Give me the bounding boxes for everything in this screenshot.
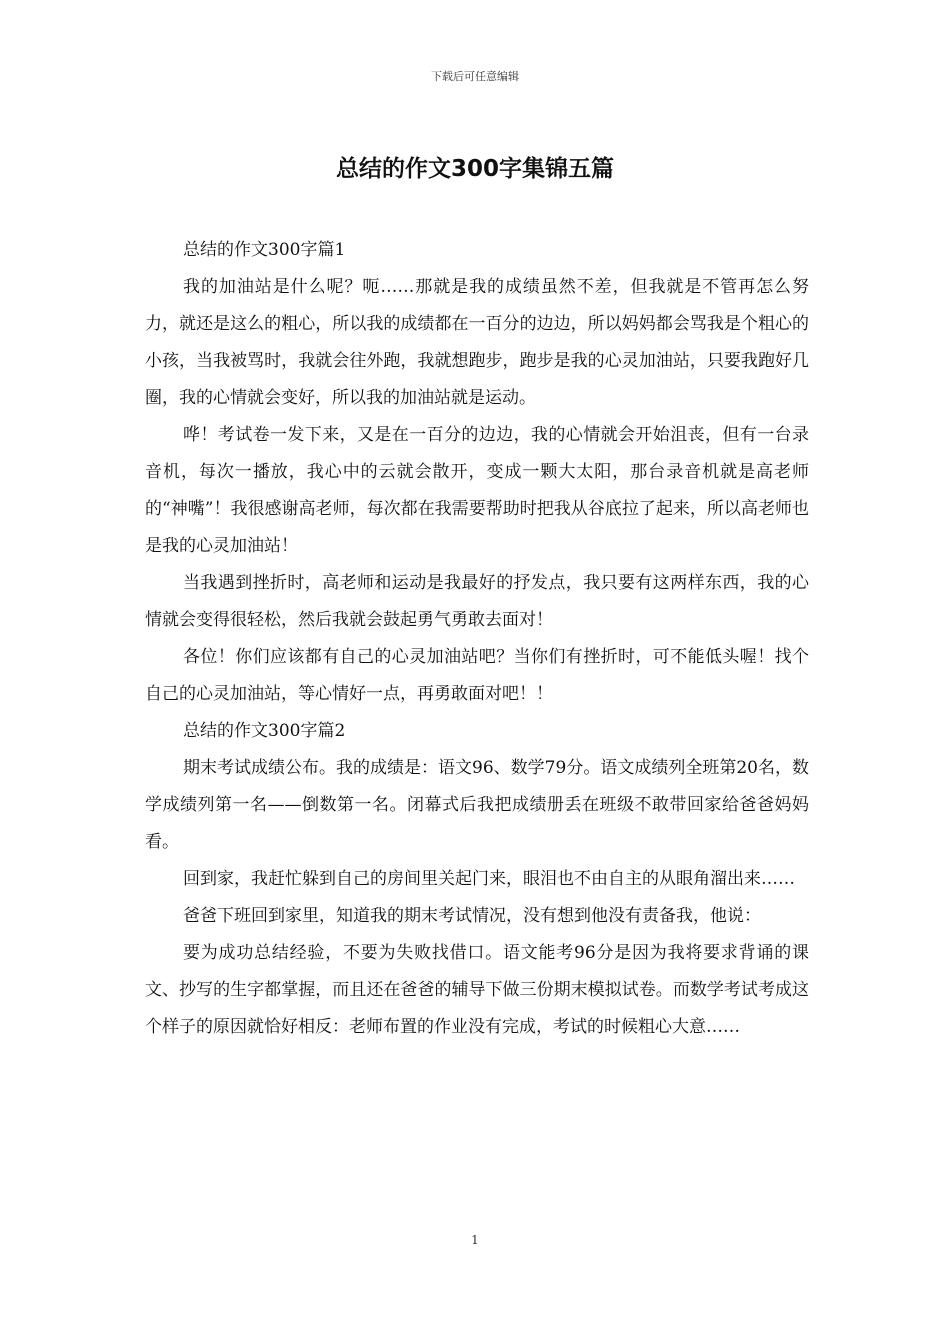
section-heading-1: 总结的作文300字篇1 <box>183 240 346 260</box>
paragraph: 期末考试成绩公布。我的成绩是：语文96、数学79分。语文成绩列全班第20名，数学成绩列第一名——倒数第一名。闭幕式后我把成绩册丢在班级不敢带回家给爸爸妈妈看。 <box>145 758 809 852</box>
document-title: 总结的作文300字集锦五篇 <box>335 156 614 182</box>
document-body <box>145 232 809 1046</box>
page-number: 1 <box>471 1233 479 1247</box>
header-note: 下载后可任意编辑 <box>431 70 519 83</box>
paragraph: 爸爸下班回到家里，知道我的期末考试情况，没有想到他没有责备我，他说： <box>183 906 761 926</box>
section-heading-2: 总结的作文300字篇2 <box>183 721 346 741</box>
paragraph: 回到家，我赶忙躲到自己的房间里关起门来，眼泪也不由自主的从眼角溜出来…… <box>183 869 795 889</box>
paragraph: 我的加油站是什么呢？呃……那就是我的成绩虽然不差，但我就是不管再怎么努力，就还是这么的粗心，所以我的成绩都在一百分的边边，所以妈妈都会骂我是个粗心的小孩，当我被骂时，我就会往外跑，我就想跑步，跑步是我的心灵加油站，只要我跑好几圈，我的心情就会变好，所以我的加油站就是运动。 <box>145 277 809 408</box>
paragraph: 哗！考试卷一发下来，又是在一百分的边边，我的心情就会开始沮丧，但有一台录音机，每次一播放，我心中的云就会散开，变成一颗大太阳，那台录音机就是高老师的“神嘴”！我很感谢高老师，每次都在我需要帮助时把我从谷底拉了起来，所以高老师也是我的心灵加油站！ <box>145 425 809 556</box>
paragraph: 要为成功总结经验，不要为失败找借口。语文能考96分是因为我将要求背诵的课文、抄写的生字都掌握，而且还在爸爸的辅导下做三份期末模拟试卷。而数学考试考成这个样子的原因就恰好相反：老师布置的作业没有完成，考试的时候粗心大意…… <box>145 943 809 1037</box>
paragraph: 各位！你们应该都有自己的心灵加油站吧？当你们有挫折时，可不能低头喔！找个自己的心灵加油站，等心情好一点，再勇敢面对吧！！ <box>145 647 809 704</box>
paragraph: 当我遇到挫折时，高老师和运动是我最好的抒发点，我只要有这两样东西，我的心情就会变得很轻松，然后我就会鼓起勇气勇敢去面对！ <box>145 573 809 630</box>
